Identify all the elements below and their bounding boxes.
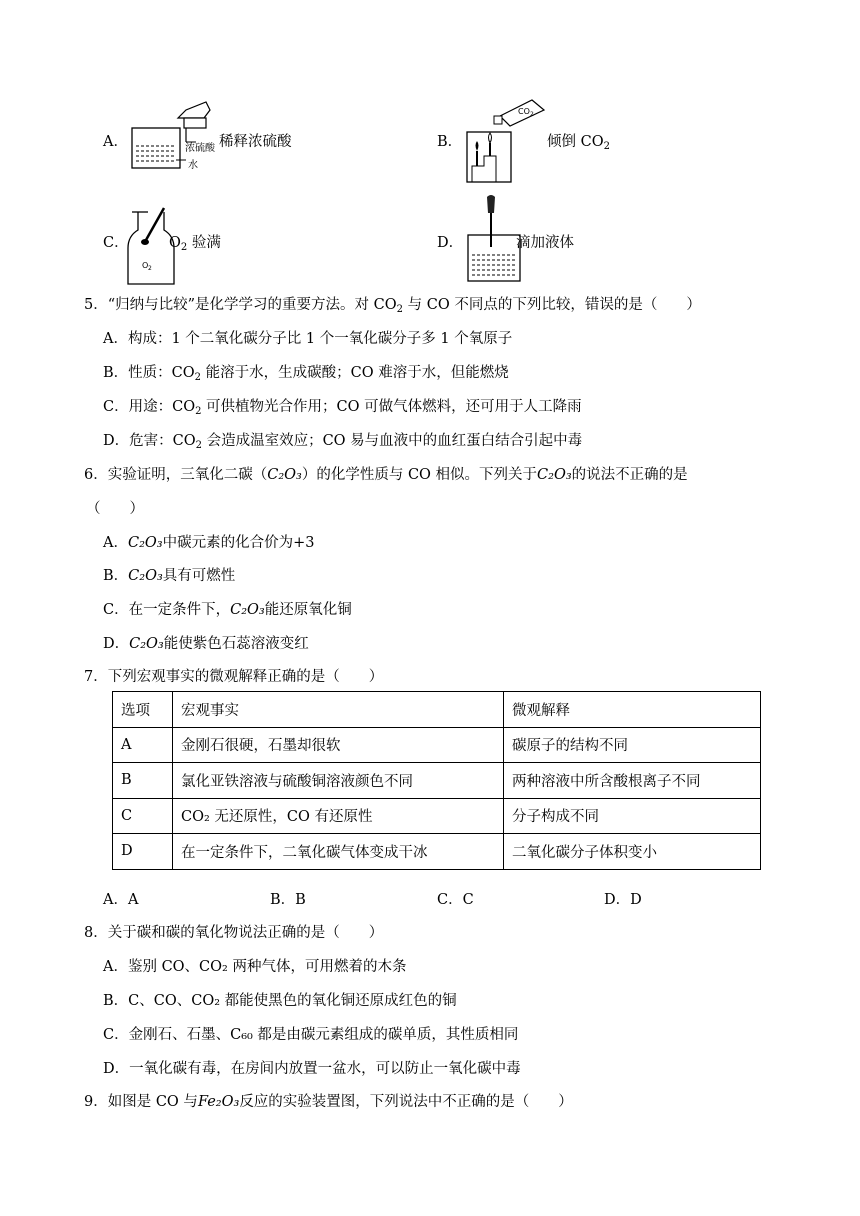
table-row — [113, 834, 761, 870]
acid-tag: 浓硫酸 — [185, 143, 215, 154]
q7-choice-a: A．A — [103, 892, 139, 908]
table-cell: 氯化亚铁溶液与硫酸铜溶液颜色不同 — [173, 763, 504, 799]
q4-option-b-label: 倾倒 $CO_2$ — [547, 134, 610, 152]
q4-option-c-letter: C． — [103, 235, 129, 251]
table-header-cell: 宏观事实 — [173, 692, 504, 728]
q7-choice-c: C．C — [437, 892, 474, 908]
table-header-row — [113, 692, 761, 728]
table-cell: D — [113, 834, 173, 870]
table-cell: 分子构成不同 — [504, 798, 761, 834]
q4-option-c-label: $O_2$ 验满 — [169, 235, 221, 253]
table-cell: CO₂ 无还原性，CO 有还原性 — [173, 798, 504, 834]
q4-option-d-label: 滴加液体 — [516, 235, 574, 251]
q7-choice-b: B．B — [270, 892, 306, 908]
table-cell: C — [113, 798, 173, 834]
table-cell: A — [113, 727, 173, 763]
q6-answer-paren: （ ） — [86, 501, 144, 517]
table-cell: 在一定条件下，二氧化碳气体变成干冰 — [173, 834, 504, 870]
q4-option-a-label: 稀释浓硫酸 — [219, 134, 292, 150]
q6-option-b: B．C₂O₃具有可燃性 — [103, 568, 236, 584]
q4-option-d-letter: D． — [437, 235, 464, 251]
q8-option-b: B．C、CO、CO₂ 都能使黑色的氧化铜还原成红色的铜 — [103, 993, 457, 1009]
svg-text:2: 2 — [530, 111, 534, 118]
table-cell: 碳原子的结构不同 — [504, 727, 761, 763]
q8-option-a: A．鉴别 CO、CO₂ 两种气体，可用燃着的木条 — [103, 959, 407, 975]
table-cell: 二氧化碳分子体积变小 — [504, 834, 761, 870]
beaker-acid-dilution-icon — [128, 100, 218, 175]
q4-option-b-letter: B． — [437, 134, 463, 150]
table-header-cell: 选项 — [113, 692, 173, 728]
svg-text:CO: CO — [518, 107, 530, 116]
q6-option-d: D．C₂O₃能使紫色石蕊溶液变红 — [103, 636, 309, 652]
q6-option-c: C．在一定条件下，C₂O₃能还原氧化铜 — [103, 602, 352, 618]
q7-stem: 7．下列宏观事实的微观解释正确的是（ ） — [84, 669, 384, 685]
q5-option-c: C．用途：$CO_2$ 可供植物光合作用；CO 可做气体燃料，还可用于人工降雨 — [103, 399, 582, 417]
q5-option-b: B．性质：$CO_2$ 能溶于水，生成碳酸；CO 难溶于水，但能燃烧 — [103, 365, 509, 383]
q7-table — [112, 691, 761, 870]
q8-option-c: C．金刚石、石墨、C₆₀ 都是由碳元素组成的碳单质，其性质相同 — [103, 1027, 519, 1043]
q5-option-d: D．危害：$CO_2$ 会造成温室效应；CO 易与血液中的血红蛋白结合引起中毒 — [103, 433, 583, 451]
q5-option-a: A．构成：1 个二氧化碳分子比 1 个一氧化碳分子多 1 个氧原子 — [103, 331, 513, 347]
q6-option-a: A．C₂O₃中碳元素的化合价为+3 — [103, 535, 315, 551]
table-cell: 金刚石很硬，石墨却很软 — [173, 727, 504, 763]
table-row — [113, 798, 761, 834]
table-cell: B — [113, 763, 173, 799]
table-row — [113, 727, 761, 763]
water-tag: 水 — [188, 160, 198, 171]
q8-option-d: D．一氧化碳有毒，在房间内放置一盆水，可以防止一氧化碳中毒 — [103, 1061, 521, 1077]
q6-stem: 6．实验证明，三氧化二碳（C₂O₃）的化学性质与 CO 相似。下列关于C₂O₃的说法不正确的是 — [84, 467, 688, 483]
q8-stem: 8．关于碳和碳的氧化物说法正确的是（ ） — [84, 925, 384, 941]
q4-option-a-letter: A． — [103, 134, 128, 150]
pour-co2-beaker-icon — [462, 96, 552, 186]
q9-stem: 9．如图是 CO 与Fe₂O₃反应的实验装置图，下列说法中不正确的是（ ） — [84, 1094, 573, 1110]
table-row — [113, 763, 761, 799]
table-header-cell: 微观解释 — [504, 692, 761, 728]
svg-text:O: O — [142, 261, 149, 270]
svg-text:2: 2 — [148, 265, 152, 272]
table-cell: 两种溶液中所含酸根离子不同 — [504, 763, 761, 799]
q5-stem: 5．“归纳与比较”是化学学习的重要方法。对 $CO_2$ 与 CO 不同点的下列比较，错误的是（ ） — [84, 297, 701, 315]
q7-choice-d: D．D — [604, 892, 642, 908]
